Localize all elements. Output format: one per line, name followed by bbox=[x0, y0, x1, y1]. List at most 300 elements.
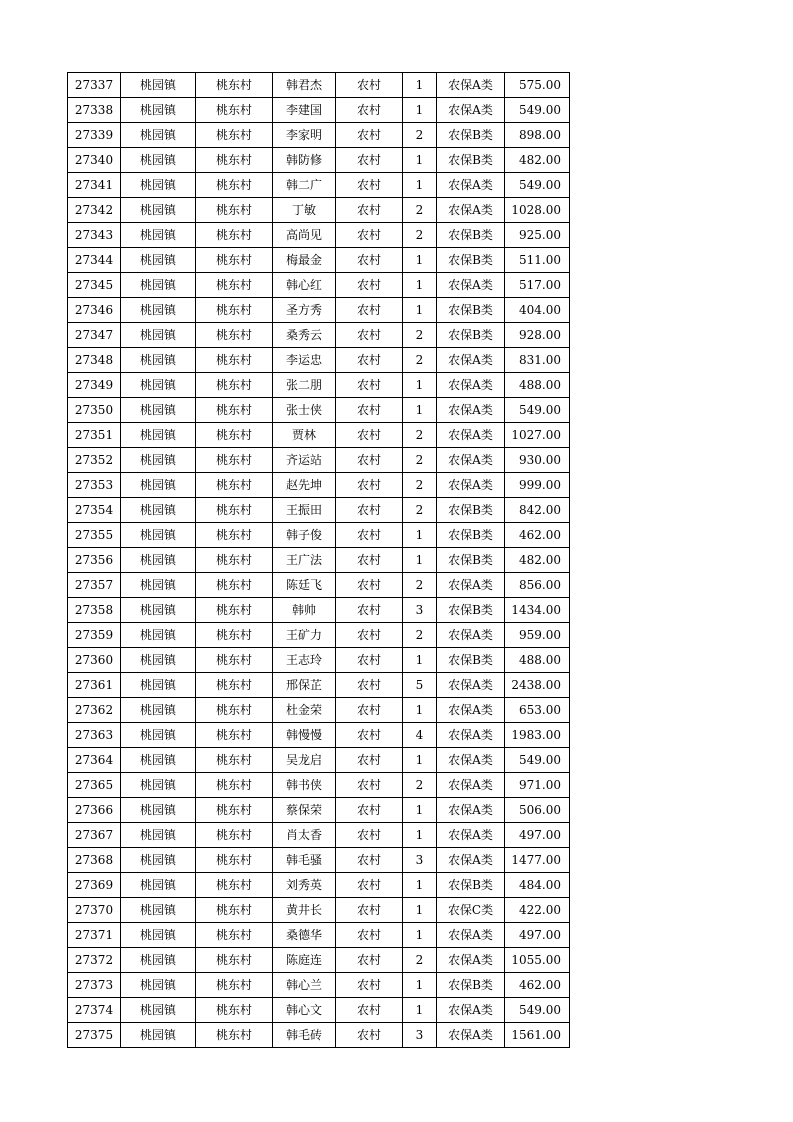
cell-village: 桃东村 bbox=[196, 398, 273, 423]
table-row bbox=[68, 523, 570, 548]
cell-category: 农保A类 bbox=[437, 1023, 505, 1048]
table-row bbox=[68, 773, 570, 798]
table-row bbox=[68, 448, 570, 473]
cell-id: 27342 bbox=[68, 198, 121, 223]
cell-name: 王志玲 bbox=[273, 648, 336, 673]
cell-amount: 422.00 bbox=[505, 898, 570, 923]
cell-area: 农村 bbox=[336, 198, 403, 223]
cell-name: 蔡保荣 bbox=[273, 798, 336, 823]
cell-category: 农保A类 bbox=[437, 448, 505, 473]
cell-count: 2 bbox=[403, 773, 437, 798]
cell-id: 27340 bbox=[68, 148, 121, 173]
table-row bbox=[68, 698, 570, 723]
cell-town: 桃园镇 bbox=[121, 498, 196, 523]
cell-amount: 1561.00 bbox=[505, 1023, 570, 1048]
cell-name: 韩慢慢 bbox=[273, 723, 336, 748]
cell-id: 27361 bbox=[68, 673, 121, 698]
cell-village: 桃东村 bbox=[196, 273, 273, 298]
table-row bbox=[68, 1023, 570, 1048]
cell-category: 农保A类 bbox=[437, 698, 505, 723]
cell-count: 2 bbox=[403, 348, 437, 373]
cell-id: 27351 bbox=[68, 423, 121, 448]
table-row bbox=[68, 273, 570, 298]
cell-id: 27371 bbox=[68, 923, 121, 948]
cell-village: 桃东村 bbox=[196, 473, 273, 498]
cell-category: 农保A类 bbox=[437, 998, 505, 1023]
cell-category: 农保B类 bbox=[437, 523, 505, 548]
table-row bbox=[68, 873, 570, 898]
cell-category: 农保A类 bbox=[437, 673, 505, 698]
table-row bbox=[68, 423, 570, 448]
cell-area: 农村 bbox=[336, 223, 403, 248]
cell-area: 农村 bbox=[336, 448, 403, 473]
cell-amount: 898.00 bbox=[505, 123, 570, 148]
cell-id: 27364 bbox=[68, 748, 121, 773]
cell-name: 贾林 bbox=[273, 423, 336, 448]
cell-count: 2 bbox=[403, 198, 437, 223]
cell-name: 韩二广 bbox=[273, 173, 336, 198]
table-row bbox=[68, 898, 570, 923]
cell-amount: 2438.00 bbox=[505, 673, 570, 698]
cell-area: 农村 bbox=[336, 298, 403, 323]
cell-village: 桃东村 bbox=[196, 1023, 273, 1048]
cell-name: 张二朋 bbox=[273, 373, 336, 398]
cell-id: 27354 bbox=[68, 498, 121, 523]
cell-count: 1 bbox=[403, 523, 437, 548]
cell-area: 农村 bbox=[336, 823, 403, 848]
cell-area: 农村 bbox=[336, 748, 403, 773]
table-body bbox=[68, 73, 570, 1048]
cell-id: 27357 bbox=[68, 573, 121, 598]
cell-village: 桃东村 bbox=[196, 773, 273, 798]
cell-name: 刘秀英 bbox=[273, 873, 336, 898]
cell-amount: 575.00 bbox=[505, 73, 570, 98]
cell-town: 桃园镇 bbox=[121, 973, 196, 998]
cell-village: 桃东村 bbox=[196, 148, 273, 173]
cell-name: 张士侠 bbox=[273, 398, 336, 423]
cell-id: 27341 bbox=[68, 173, 121, 198]
cell-id: 27344 bbox=[68, 248, 121, 273]
cell-village: 桃东村 bbox=[196, 923, 273, 948]
cell-amount: 482.00 bbox=[505, 148, 570, 173]
cell-village: 桃东村 bbox=[196, 173, 273, 198]
cell-amount: 930.00 bbox=[505, 448, 570, 473]
cell-amount: 1477.00 bbox=[505, 848, 570, 873]
cell-town: 桃园镇 bbox=[121, 148, 196, 173]
cell-category: 农保A类 bbox=[437, 848, 505, 873]
cell-category: 农保A类 bbox=[437, 723, 505, 748]
cell-town: 桃园镇 bbox=[121, 473, 196, 498]
cell-count: 2 bbox=[403, 573, 437, 598]
cell-id: 27348 bbox=[68, 348, 121, 373]
cell-village: 桃东村 bbox=[196, 748, 273, 773]
cell-area: 农村 bbox=[336, 948, 403, 973]
cell-village: 桃东村 bbox=[196, 673, 273, 698]
cell-village: 桃东村 bbox=[196, 223, 273, 248]
cell-amount: 1027.00 bbox=[505, 423, 570, 448]
cell-village: 桃东村 bbox=[196, 623, 273, 648]
cell-name: 韩心兰 bbox=[273, 973, 336, 998]
cell-name: 桑德华 bbox=[273, 923, 336, 948]
cell-count: 2 bbox=[403, 223, 437, 248]
cell-id: 27372 bbox=[68, 948, 121, 973]
cell-area: 农村 bbox=[336, 73, 403, 98]
table-row bbox=[68, 973, 570, 998]
cell-count: 1 bbox=[403, 698, 437, 723]
cell-name: 齐运站 bbox=[273, 448, 336, 473]
cell-town: 桃园镇 bbox=[121, 348, 196, 373]
cell-count: 1 bbox=[403, 248, 437, 273]
cell-id: 27363 bbox=[68, 723, 121, 748]
cell-id: 27352 bbox=[68, 448, 121, 473]
cell-count: 1 bbox=[403, 823, 437, 848]
cell-amount: 971.00 bbox=[505, 773, 570, 798]
cell-amount: 1983.00 bbox=[505, 723, 570, 748]
cell-village: 桃东村 bbox=[196, 198, 273, 223]
cell-count: 2 bbox=[403, 948, 437, 973]
cell-name: 王广法 bbox=[273, 548, 336, 573]
cell-town: 桃园镇 bbox=[121, 748, 196, 773]
cell-count: 1 bbox=[403, 748, 437, 773]
cell-category: 农保A类 bbox=[437, 773, 505, 798]
cell-category: 农保A类 bbox=[437, 823, 505, 848]
table-row bbox=[68, 323, 570, 348]
cell-amount: 462.00 bbox=[505, 973, 570, 998]
cell-id: 27345 bbox=[68, 273, 121, 298]
table-row bbox=[68, 798, 570, 823]
cell-name: 吴龙启 bbox=[273, 748, 336, 773]
cell-category: 农保A类 bbox=[437, 423, 505, 448]
cell-category: 农保B类 bbox=[437, 148, 505, 173]
cell-area: 农村 bbox=[336, 698, 403, 723]
cell-town: 桃园镇 bbox=[121, 923, 196, 948]
cell-category: 农保B类 bbox=[437, 598, 505, 623]
table-row bbox=[68, 848, 570, 873]
cell-id: 27353 bbox=[68, 473, 121, 498]
cell-name: 李建国 bbox=[273, 98, 336, 123]
cell-town: 桃园镇 bbox=[121, 573, 196, 598]
cell-village: 桃东村 bbox=[196, 873, 273, 898]
cell-town: 桃园镇 bbox=[121, 823, 196, 848]
table-row bbox=[68, 473, 570, 498]
cell-village: 桃东村 bbox=[196, 698, 273, 723]
table-row bbox=[68, 573, 570, 598]
cell-area: 农村 bbox=[336, 123, 403, 148]
cell-village: 桃东村 bbox=[196, 423, 273, 448]
cell-name: 韩毛骚 bbox=[273, 848, 336, 873]
cell-town: 桃园镇 bbox=[121, 998, 196, 1023]
cell-town: 桃园镇 bbox=[121, 373, 196, 398]
cell-town: 桃园镇 bbox=[121, 598, 196, 623]
cell-category: 农保A类 bbox=[437, 623, 505, 648]
cell-village: 桃东村 bbox=[196, 723, 273, 748]
cell-area: 农村 bbox=[336, 1023, 403, 1048]
cell-village: 桃东村 bbox=[196, 823, 273, 848]
cell-id: 27358 bbox=[68, 598, 121, 623]
cell-count: 2 bbox=[403, 423, 437, 448]
cell-count: 1 bbox=[403, 398, 437, 423]
cell-count: 1 bbox=[403, 373, 437, 398]
cell-id: 27359 bbox=[68, 623, 121, 648]
cell-village: 桃东村 bbox=[196, 598, 273, 623]
cell-amount: 488.00 bbox=[505, 648, 570, 673]
cell-name: 李家明 bbox=[273, 123, 336, 148]
cell-area: 农村 bbox=[336, 623, 403, 648]
cell-id: 27374 bbox=[68, 998, 121, 1023]
cell-count: 1 bbox=[403, 923, 437, 948]
cell-count: 1 bbox=[403, 98, 437, 123]
cell-area: 农村 bbox=[336, 973, 403, 998]
table-row bbox=[68, 998, 570, 1023]
cell-town: 桃园镇 bbox=[121, 423, 196, 448]
cell-amount: 831.00 bbox=[505, 348, 570, 373]
cell-area: 农村 bbox=[336, 723, 403, 748]
cell-count: 1 bbox=[403, 298, 437, 323]
cell-id: 27367 bbox=[68, 823, 121, 848]
cell-town: 桃园镇 bbox=[121, 398, 196, 423]
cell-area: 农村 bbox=[336, 323, 403, 348]
cell-town: 桃园镇 bbox=[121, 623, 196, 648]
cell-count: 3 bbox=[403, 1023, 437, 1048]
cell-town: 桃园镇 bbox=[121, 698, 196, 723]
cell-amount: 549.00 bbox=[505, 998, 570, 1023]
cell-category: 农保A类 bbox=[437, 98, 505, 123]
cell-town: 桃园镇 bbox=[121, 1023, 196, 1048]
cell-name: 桑秀云 bbox=[273, 323, 336, 348]
cell-name: 杜金荣 bbox=[273, 698, 336, 723]
cell-category: 农保C类 bbox=[437, 898, 505, 923]
cell-amount: 999.00 bbox=[505, 473, 570, 498]
cell-category: 农保B类 bbox=[437, 498, 505, 523]
cell-town: 桃园镇 bbox=[121, 73, 196, 98]
cell-category: 农保A类 bbox=[437, 573, 505, 598]
table-row bbox=[68, 148, 570, 173]
cell-area: 农村 bbox=[336, 248, 403, 273]
cell-village: 桃东村 bbox=[196, 573, 273, 598]
cell-count: 2 bbox=[403, 473, 437, 498]
cell-area: 农村 bbox=[336, 398, 403, 423]
cell-area: 农村 bbox=[336, 548, 403, 573]
cell-amount: 511.00 bbox=[505, 248, 570, 273]
cell-name: 韩毛砖 bbox=[273, 1023, 336, 1048]
cell-amount: 517.00 bbox=[505, 273, 570, 298]
cell-amount: 462.00 bbox=[505, 523, 570, 548]
cell-village: 桃东村 bbox=[196, 248, 273, 273]
cell-town: 桃园镇 bbox=[121, 448, 196, 473]
cell-count: 1 bbox=[403, 873, 437, 898]
cell-area: 农村 bbox=[336, 273, 403, 298]
table-row bbox=[68, 223, 570, 248]
cell-name: 韩防修 bbox=[273, 148, 336, 173]
cell-category: 农保A类 bbox=[437, 798, 505, 823]
cell-id: 27339 bbox=[68, 123, 121, 148]
cell-town: 桃园镇 bbox=[121, 123, 196, 148]
cell-id: 27366 bbox=[68, 798, 121, 823]
cell-count: 1 bbox=[403, 973, 437, 998]
cell-id: 27355 bbox=[68, 523, 121, 548]
cell-area: 农村 bbox=[336, 998, 403, 1023]
cell-category: 农保A类 bbox=[437, 748, 505, 773]
cell-category: 农保B类 bbox=[437, 248, 505, 273]
cell-count: 1 bbox=[403, 648, 437, 673]
cell-area: 农村 bbox=[336, 923, 403, 948]
cell-village: 桃东村 bbox=[196, 973, 273, 998]
table-row bbox=[68, 373, 570, 398]
cell-name: 陈庭连 bbox=[273, 948, 336, 973]
cell-name: 李运忠 bbox=[273, 348, 336, 373]
cell-category: 农保A类 bbox=[437, 73, 505, 98]
cell-town: 桃园镇 bbox=[121, 273, 196, 298]
cell-count: 1 bbox=[403, 548, 437, 573]
table-row bbox=[68, 173, 570, 198]
cell-name: 陈廷飞 bbox=[273, 573, 336, 598]
cell-id: 27373 bbox=[68, 973, 121, 998]
cell-count: 2 bbox=[403, 623, 437, 648]
cell-category: 农保B类 bbox=[437, 323, 505, 348]
cell-name: 韩心红 bbox=[273, 273, 336, 298]
cell-area: 农村 bbox=[336, 423, 403, 448]
cell-name: 赵先坤 bbox=[273, 473, 336, 498]
cell-area: 农村 bbox=[336, 598, 403, 623]
cell-name: 韩心文 bbox=[273, 998, 336, 1023]
cell-amount: 1434.00 bbox=[505, 598, 570, 623]
cell-area: 农村 bbox=[336, 523, 403, 548]
cell-category: 农保A类 bbox=[437, 398, 505, 423]
records-table bbox=[67, 72, 570, 1048]
cell-area: 农村 bbox=[336, 673, 403, 698]
cell-category: 农保B类 bbox=[437, 223, 505, 248]
cell-area: 农村 bbox=[336, 173, 403, 198]
cell-amount: 506.00 bbox=[505, 798, 570, 823]
cell-id: 27347 bbox=[68, 323, 121, 348]
cell-name: 韩君杰 bbox=[273, 73, 336, 98]
cell-area: 农村 bbox=[336, 473, 403, 498]
cell-amount: 1028.00 bbox=[505, 198, 570, 223]
cell-area: 农村 bbox=[336, 498, 403, 523]
cell-id: 27356 bbox=[68, 548, 121, 573]
cell-id: 27338 bbox=[68, 98, 121, 123]
cell-name: 邢保芷 bbox=[273, 673, 336, 698]
cell-id: 27337 bbox=[68, 73, 121, 98]
cell-area: 农村 bbox=[336, 373, 403, 398]
cell-category: 农保A类 bbox=[437, 473, 505, 498]
cell-category: 农保A类 bbox=[437, 948, 505, 973]
cell-category: 农保B类 bbox=[437, 973, 505, 998]
cell-village: 桃东村 bbox=[196, 898, 273, 923]
cell-category: 农保A类 bbox=[437, 373, 505, 398]
cell-village: 桃东村 bbox=[196, 798, 273, 823]
cell-area: 农村 bbox=[336, 573, 403, 598]
cell-town: 桃园镇 bbox=[121, 798, 196, 823]
cell-village: 桃东村 bbox=[196, 998, 273, 1023]
cell-category: 农保A类 bbox=[437, 348, 505, 373]
cell-name: 圣方秀 bbox=[273, 298, 336, 323]
table-row bbox=[68, 748, 570, 773]
cell-count: 3 bbox=[403, 848, 437, 873]
table-row bbox=[68, 923, 570, 948]
cell-amount: 549.00 bbox=[505, 748, 570, 773]
cell-count: 1 bbox=[403, 798, 437, 823]
cell-count: 1 bbox=[403, 73, 437, 98]
table-row bbox=[68, 298, 570, 323]
cell-amount: 404.00 bbox=[505, 298, 570, 323]
cell-amount: 497.00 bbox=[505, 923, 570, 948]
table-row bbox=[68, 723, 570, 748]
cell-area: 农村 bbox=[336, 873, 403, 898]
table-row bbox=[68, 198, 570, 223]
table-row bbox=[68, 73, 570, 98]
cell-village: 桃东村 bbox=[196, 948, 273, 973]
cell-amount: 925.00 bbox=[505, 223, 570, 248]
cell-count: 1 bbox=[403, 173, 437, 198]
cell-id: 27346 bbox=[68, 298, 121, 323]
table-row bbox=[68, 648, 570, 673]
cell-town: 桃园镇 bbox=[121, 673, 196, 698]
cell-amount: 856.00 bbox=[505, 573, 570, 598]
cell-id: 27349 bbox=[68, 373, 121, 398]
cell-category: 农保B类 bbox=[437, 548, 505, 573]
cell-id: 27368 bbox=[68, 848, 121, 873]
cell-count: 4 bbox=[403, 723, 437, 748]
cell-amount: 549.00 bbox=[505, 398, 570, 423]
cell-count: 1 bbox=[403, 998, 437, 1023]
table-row bbox=[68, 398, 570, 423]
cell-town: 桃园镇 bbox=[121, 948, 196, 973]
cell-town: 桃园镇 bbox=[121, 548, 196, 573]
cell-name: 肖太香 bbox=[273, 823, 336, 848]
cell-id: 27369 bbox=[68, 873, 121, 898]
cell-area: 农村 bbox=[336, 848, 403, 873]
cell-amount: 488.00 bbox=[505, 373, 570, 398]
table-row bbox=[68, 623, 570, 648]
cell-town: 桃园镇 bbox=[121, 323, 196, 348]
cell-amount: 1055.00 bbox=[505, 948, 570, 973]
cell-village: 桃东村 bbox=[196, 298, 273, 323]
cell-amount: 549.00 bbox=[505, 173, 570, 198]
cell-name: 丁敏 bbox=[273, 198, 336, 223]
cell-village: 桃东村 bbox=[196, 498, 273, 523]
cell-category: 农保B类 bbox=[437, 123, 505, 148]
cell-id: 27360 bbox=[68, 648, 121, 673]
cell-village: 桃东村 bbox=[196, 648, 273, 673]
cell-amount: 482.00 bbox=[505, 548, 570, 573]
cell-name: 高尚见 bbox=[273, 223, 336, 248]
cell-id: 27370 bbox=[68, 898, 121, 923]
cell-village: 桃东村 bbox=[196, 123, 273, 148]
cell-village: 桃东村 bbox=[196, 373, 273, 398]
cell-village: 桃东村 bbox=[196, 848, 273, 873]
cell-amount: 842.00 bbox=[505, 498, 570, 523]
cell-name: 梅最金 bbox=[273, 248, 336, 273]
cell-count: 2 bbox=[403, 123, 437, 148]
cell-name: 韩书侠 bbox=[273, 773, 336, 798]
cell-count: 3 bbox=[403, 598, 437, 623]
cell-village: 桃东村 bbox=[196, 73, 273, 98]
cell-village: 桃东村 bbox=[196, 548, 273, 573]
table-row bbox=[68, 98, 570, 123]
cell-town: 桃园镇 bbox=[121, 98, 196, 123]
cell-count: 5 bbox=[403, 673, 437, 698]
cell-count: 2 bbox=[403, 448, 437, 473]
cell-town: 桃园镇 bbox=[121, 773, 196, 798]
cell-town: 桃园镇 bbox=[121, 723, 196, 748]
cell-town: 桃园镇 bbox=[121, 173, 196, 198]
cell-amount: 959.00 bbox=[505, 623, 570, 648]
cell-count: 1 bbox=[403, 273, 437, 298]
cell-amount: 653.00 bbox=[505, 698, 570, 723]
cell-town: 桃园镇 bbox=[121, 298, 196, 323]
cell-name: 王矿力 bbox=[273, 623, 336, 648]
